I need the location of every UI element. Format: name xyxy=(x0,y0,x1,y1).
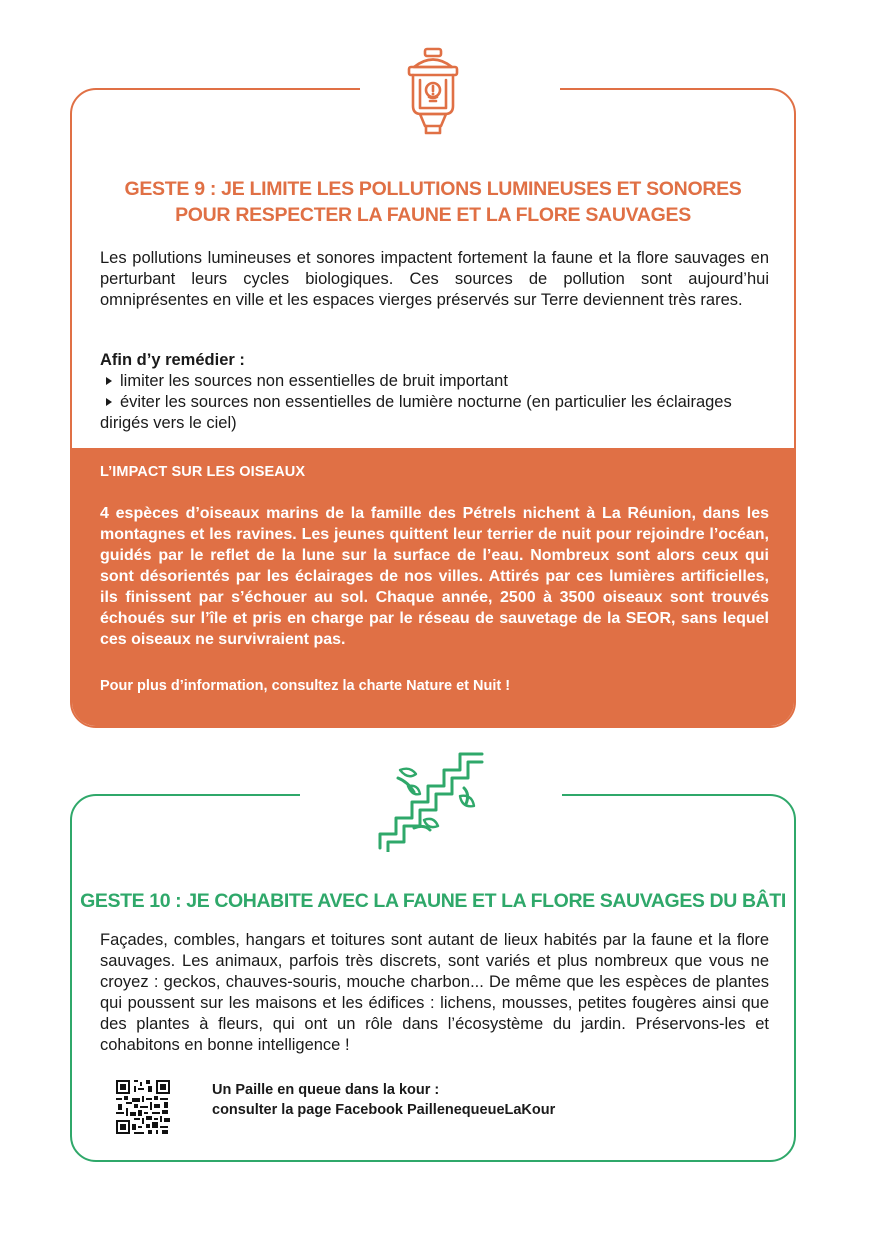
vine-stairs-icon xyxy=(374,748,492,852)
geste-9-body: Les pollutions lumineuses et sonores impactent fortement la faune et la flore sauvages en perturbant leurs cycles biologiques. Ces sources de pollution sont aujourd’hui omniprésentes en ville et les espaces vierges préservés sur Terre deviennent très rares. xyxy=(100,249,769,309)
facebook-reference xyxy=(212,1080,555,1120)
facebook-line-1: Un Paille en queue dans la kour : xyxy=(212,1082,440,1098)
impact-body: 4 espèces d’oiseaux marins de la famille des Pétrels nichent à La Réunion, dans les montagnes et les ravines. Les jeunes quittent leur terrier de nuit pour rejoindre l’océan, guidés par le reflet de la lune sur la surface de l’eau. Nombreux sont alors ceux qui sont désorientés par les éclairages de nos villes. Attirés par ces lumières artificielles, ils finissent par s’échouer au sol. Chaque année, 2500 à 3500 oiseaux sont trouvés échoués sur l’île et pris en charge par le réseau de sauvetage de la SEOR, sans lequel ces oiseaux ne survivraient pas. xyxy=(100,505,769,648)
remedy-title: Afin d’y remédier : xyxy=(100,351,245,369)
triangle-bullet-icon xyxy=(106,377,112,385)
lantern-icon xyxy=(400,46,466,140)
geste-9-card xyxy=(70,88,796,728)
impact-title: L’IMPACT SUR LES OISEAUX xyxy=(100,464,306,480)
geste-10-title: GESTE 10 : JE COHABITE AVEC LA FAUNE ET LA FLORE SAUVAGES DU BÂTI xyxy=(80,890,786,912)
remedy-item: limiter les sources non essentielles de bruit important xyxy=(100,371,769,392)
geste-9-title-line-2: POUR RESPECTER LA FAUNE ET LA FLORE SAUVAGES xyxy=(175,204,691,226)
impact-info: Pour plus d’information, consultez la charte Nature et Nuit ! xyxy=(100,678,511,694)
impact-panel xyxy=(72,448,794,728)
geste-10-body: Façades, combles, hangars et toitures sont autant de lieux habités par la faune et la flore sauvages. Les animaux, parfois très discrets, sont variés et plus nombreux que vous ne croyez : geckos, chauves-souris, mouche charbon... De même que les espèces de plantes qui poussent sur les maisons et les édifices : lichens, mousses, petites fougères ainsi que des plantes à fleurs, qui ont un rôle dans l’écosystème du jardin. Préservons-les et cohabitons en bonne intelligence ! xyxy=(100,931,769,1054)
triangle-bullet-icon xyxy=(106,398,112,406)
facebook-link[interactable]: consulter la page Facebook PaillenequeueLaKour xyxy=(212,1102,556,1118)
qr-code-icon[interactable] xyxy=(116,1080,170,1134)
remedy-item: éviter les sources non essentielles de lumière nocturne (en particulier les éclairages dirigés vers le ciel) xyxy=(100,393,732,432)
geste-9-title-line-1: GESTE 9 : JE LIMITE LES POLLUTIONS LUMINEUSES ET SONORES xyxy=(124,178,742,200)
remedy-list xyxy=(100,350,769,434)
geste-9-title xyxy=(72,176,794,228)
